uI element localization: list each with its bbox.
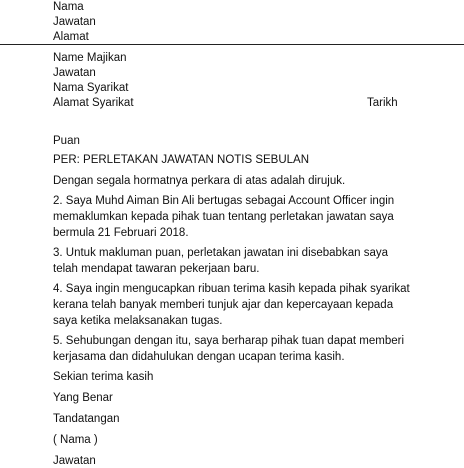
signer-position-label: Jawatan	[53, 455, 96, 467]
sender-position-label: Jawatan	[53, 16, 96, 28]
paragraph-line: 3. Untuk makluman puan, perletakan jawatan ini disebabkan saya	[53, 247, 388, 259]
company-address-label: Alamat Syarikat	[53, 97, 134, 109]
employer-name-label: Name Majikan	[53, 52, 127, 64]
paragraph-line: bermula 21 Februari 2018.	[53, 227, 189, 239]
sender-name-label: Nama	[53, 1, 84, 13]
paragraph-line: kerana telah banyak memberi tunjuk ajar dan kepercayaan kepada	[53, 299, 394, 311]
opening-line: Dengan segala hormatnya perkara di atas adalah dirujuk.	[53, 175, 346, 187]
subject-line: PER: PERLETAKAN JAWATAN NOTIS SEBULAN	[53, 154, 310, 166]
paragraph-line: memaklumkan kepada pihak tuan tentang perletakan jawatan saya	[53, 211, 394, 223]
paragraph-line: saya ketika melaksanakan tugas.	[53, 315, 223, 327]
paragraph-line: 4. Saya ingin mengucapkan ribuan terima kasih kepada pihak syarikat	[53, 283, 410, 295]
sender-address-label: Alamat	[53, 31, 89, 43]
recipient-position-label: Jawatan	[53, 67, 96, 79]
date-label: Tarikh	[367, 97, 398, 109]
closing-regards: Yang Benar	[53, 392, 113, 404]
signature-label: Tandatangan	[53, 413, 120, 425]
paragraph-line: 5. Sehubungan dengan itu, saya berharap pihak tuan dapat memberi	[53, 335, 405, 347]
paragraph-line: kerjasama dan didahulukan dengan ucapan terima kasih.	[53, 351, 345, 363]
paragraph-line: telah mendapat tawaran pekerjaan baru.	[53, 263, 260, 275]
header-divider	[0, 44, 464, 45]
company-name-label: Nama Syarikat	[53, 82, 129, 94]
signer-name-label: ( Nama )	[53, 434, 98, 446]
salutation: Puan	[53, 135, 80, 147]
closing-thanks: Sekian terima kasih	[53, 371, 154, 383]
paragraph-line: 2. Saya Muhd Aiman Bin Ali bertugas sebagai Account Officer ingin	[53, 195, 395, 207]
